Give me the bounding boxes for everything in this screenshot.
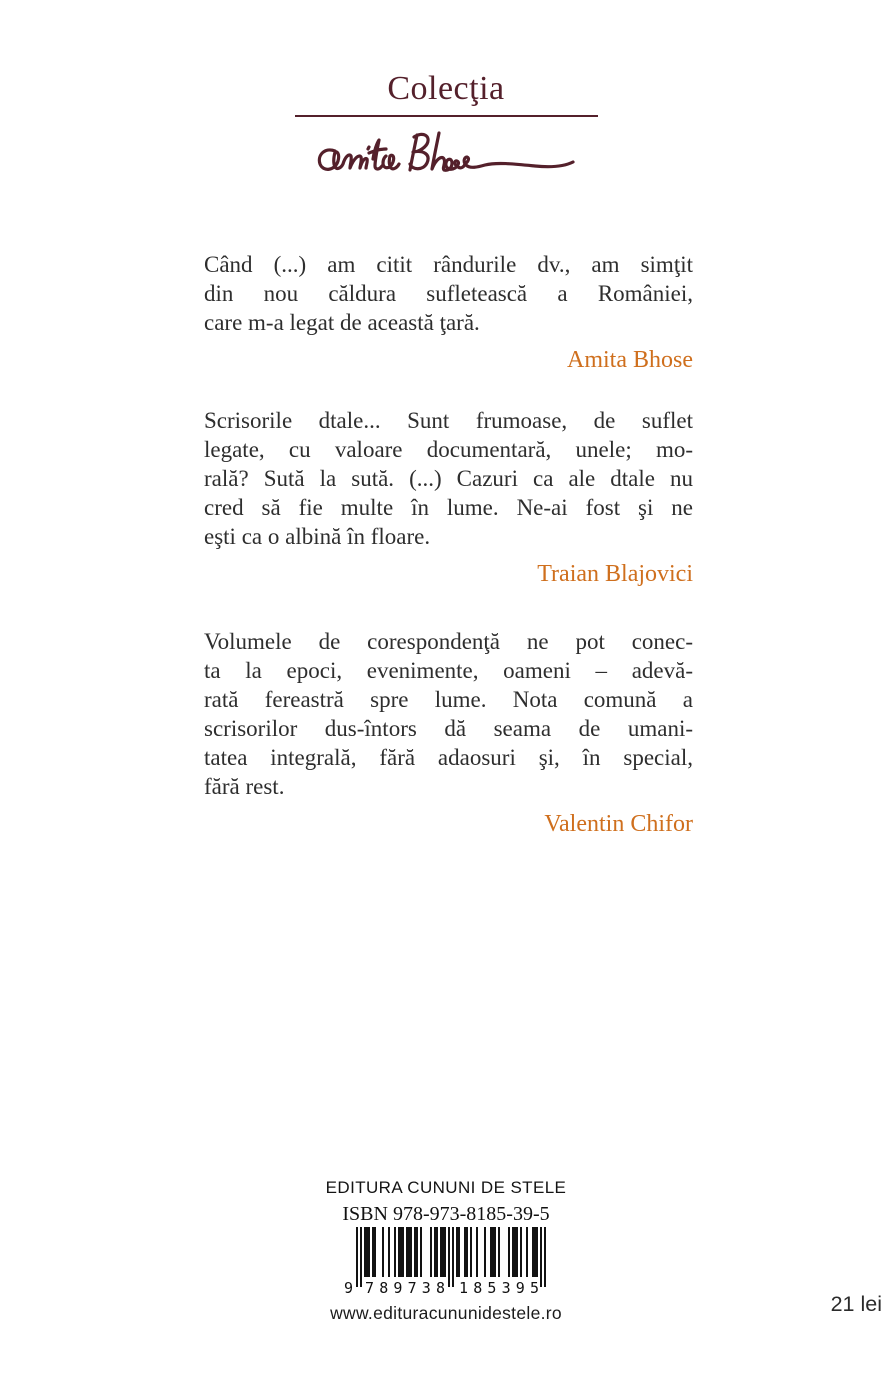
collection-title: Colecţia (387, 70, 505, 107)
header-divider (295, 115, 598, 117)
quote-3 (204, 627, 693, 838)
quote-author: Amita Bhose (567, 347, 693, 373)
publisher-website: www.edituracununidestele.ro (330, 1303, 562, 1323)
quote-text: Volumele de corespondenţă ne pot conec- ta la epoci, evenimente, oameni – adevă- rată fereastră spre lume. Nota comună a scrisorilor dus-întors dă seama de umani- tatea integrală, fără adaosuri şi, în special, fără rest. (204, 629, 693, 799)
quote-2 (204, 406, 693, 588)
publisher-name: EDITURA CUNUNI DE STELE (325, 1178, 567, 1197)
isbn-text: ISBN 978-973-8185-39-5 (342, 1203, 550, 1225)
collection-header (0, 70, 892, 177)
quote-author: Traian Blajovici (537, 561, 693, 587)
price-tag: 21 lei (830, 1292, 882, 1316)
quote-author: Valentin Chifor (544, 811, 693, 837)
barcode-digit-left: 9 (344, 1279, 354, 1297)
ean13-barcode (344, 1227, 548, 1297)
barcode-digits-group2: 185395 (459, 1279, 539, 1297)
quote-text: Scrisorile dtale... Sunt frumoase, de suflet legate, cu valoare documentară, unele; mo- rală? Sută la sută. (...) Cazuri ca ale dtale nu cred să fie multe în lume. Ne-ai fost şi ne eşti ca o albină în floare. (204, 408, 693, 549)
amita-bhose-signature (311, 125, 581, 177)
barcode-digits-group1: 789738 (365, 1279, 445, 1297)
quote-1 (204, 250, 693, 374)
publisher-block (0, 1178, 892, 1324)
quote-text: Când (...) am citit rândurile dv., am simţit din nou căldura sufletească a României, care m-a legat de această ţară. (204, 252, 693, 335)
barcode-wrap (0, 1227, 892, 1302)
